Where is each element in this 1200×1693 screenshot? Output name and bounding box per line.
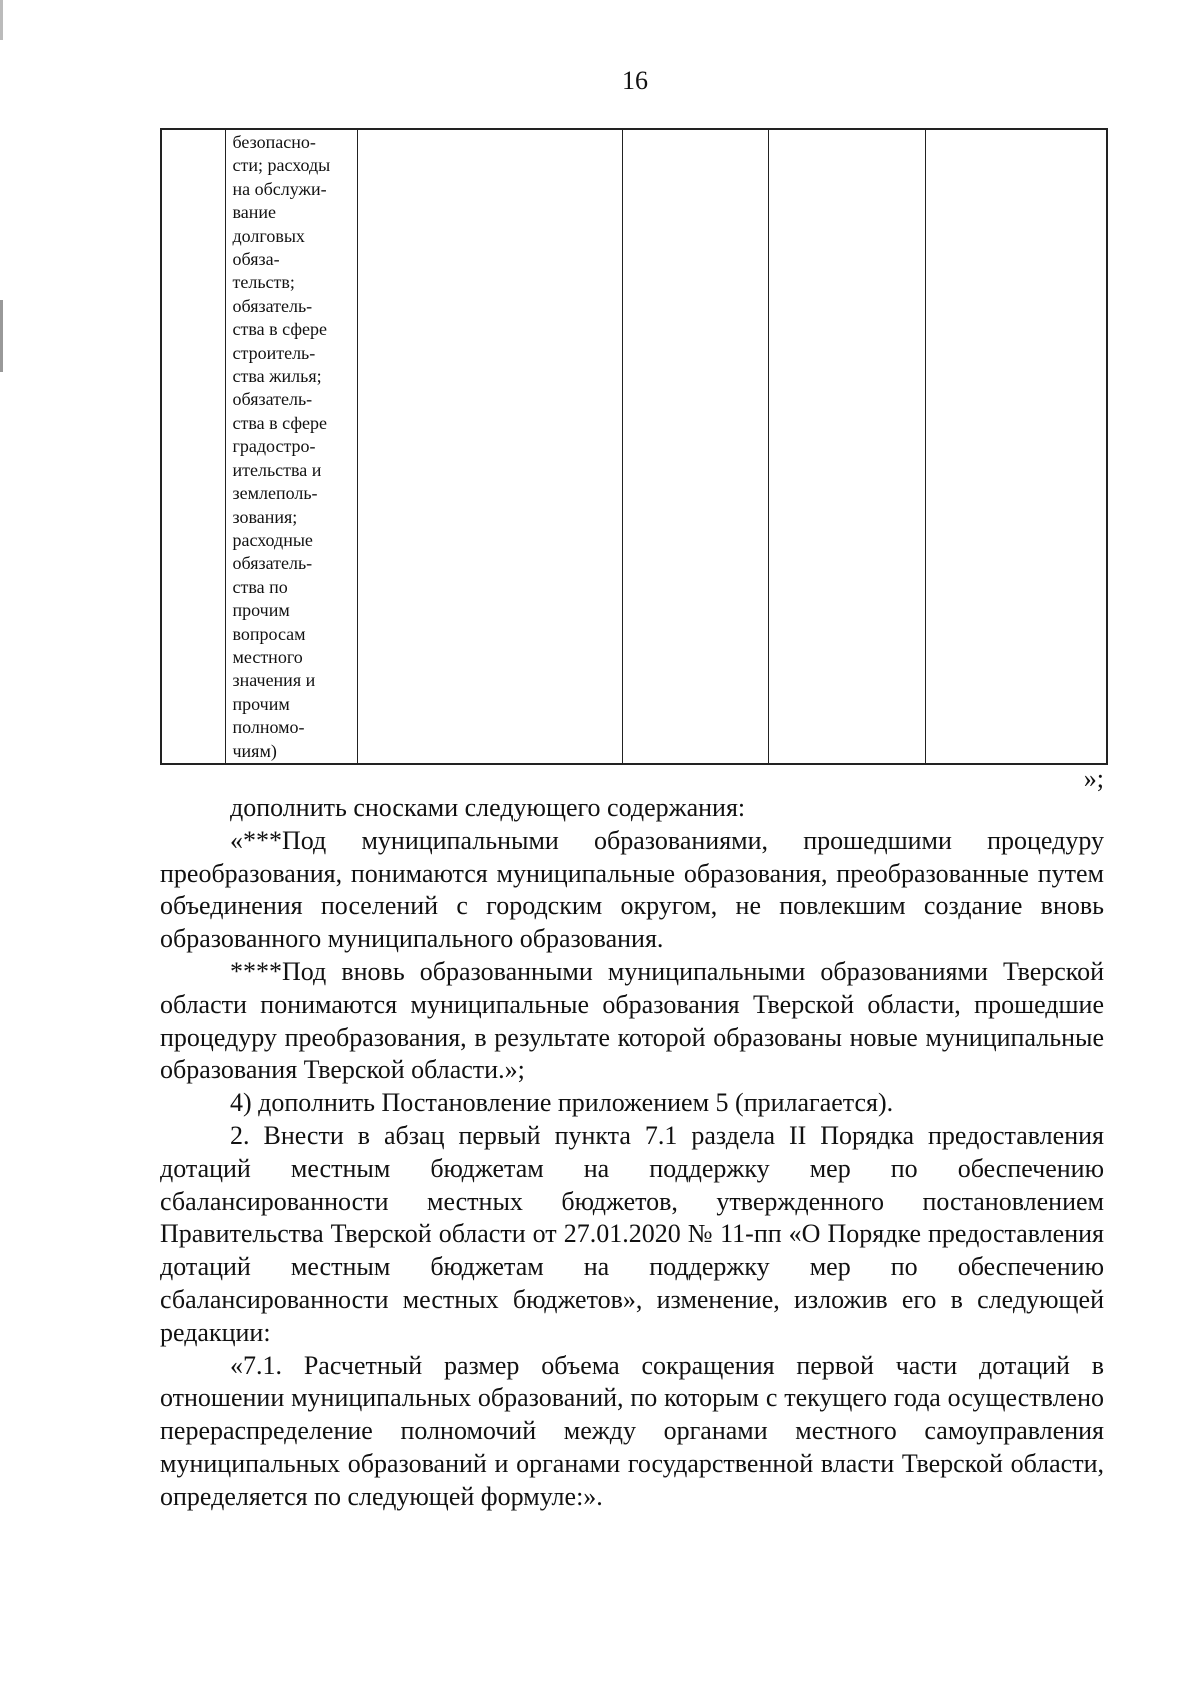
table-cell (925, 129, 1107, 764)
table-cell-line: прочим (232, 693, 290, 714)
table-cell-line: зования; (232, 506, 298, 527)
table-cell (357, 129, 622, 764)
table-cell-line: ства по (232, 576, 288, 597)
table-cell-line: ительства и (232, 459, 322, 480)
table-cell-line: расходные (232, 529, 313, 550)
scan-edge-mark (0, 0, 3, 372)
paragraph-item-2: 2. Внести в абзац первый пункта 7.1 раздела II Порядка предоставления дотаций местным бюджетам на поддержку мер по обеспечению сбалансированности местных бюджетов, утвержденного постановлением Правительства Тверской области от 27.01.2020 № 11-пп «О Порядке предоставления дотаций местным бюджетам на поддержку мер по обеспечению сбалансированности местных бюджетов», изменение, изложив его в следующей редакции: (160, 1120, 1104, 1347)
table-cell (768, 129, 925, 764)
table-cell-line: обязатель- (232, 295, 313, 316)
table-cell-line: ства в сфере (232, 412, 327, 433)
table-cell-expenses (225, 129, 357, 764)
table-cell-line: значения и (232, 670, 316, 691)
page-number: 16 (622, 66, 648, 95)
table-cell-line: ства жилья; (232, 366, 322, 387)
table-cell-number (161, 129, 225, 764)
table-cell-line: на обслужи- (232, 178, 327, 199)
table-cell-line: вопросам (232, 623, 306, 644)
table-cell-line: обяза- (232, 249, 280, 270)
table-cell-line: ства в сфере (232, 319, 327, 340)
table-cell-line: обязатель- (232, 553, 313, 574)
paragraph-footnote-intro: дополнить сносками следующего содержания: (230, 793, 746, 822)
document-body (160, 792, 1104, 1514)
paragraph-footnote-4: ****Под вновь образованными муниципальными образованиями Тверской области понимаются муниципальные образования Тверской области, прошедшие процедуру преобразования, в результате которой образованы новые муниципальные образования Тверской области.»; (160, 956, 1104, 1085)
table-cell-line: местного (232, 646, 303, 667)
table-fragment (160, 128, 1108, 765)
table-cell-line: строитель- (232, 342, 316, 363)
table-cell-line: сти; расходы (232, 155, 331, 176)
table-cell (622, 129, 768, 764)
table-cell-line: землеполь- (232, 483, 318, 504)
expenses-text (226, 130, 357, 763)
table-cell-line: тельств; (232, 272, 295, 293)
paragraph-footnote-3: «***Под муниципальными образованиями, прошедшими процедуру преобразования, понимаются муниципальные образования, преобразованные путем объединения поселений с городским округом, не повлекшим создание вновь образованного муниципального образования. (160, 825, 1104, 954)
closing-quote-mark: »; (1083, 764, 1104, 793)
table-cell-line: долговых (232, 225, 305, 246)
table-cell-line: чиям) (232, 740, 277, 761)
paragraph-clause-7-1: «7.1. Расчетный размер объема сокращения первой части дотаций в отношении муниципальных образований, по которым с текущего года осуществлено перераспределение полномочий между органами местного самоуправления муниципальных образований и органами государственной власти Тверской области, определяется по следующей формуле:». (160, 1350, 1104, 1511)
table-cell-line: вание (232, 202, 277, 223)
table-cell-line: прочим (232, 600, 290, 621)
table-cell-line: полномо- (232, 717, 305, 738)
table-cell-line: обязатель- (232, 389, 313, 410)
table-cell-line: градостро- (232, 436, 316, 457)
paragraph-item-4: 4) дополнить Постановление приложением 5 (прилагается). (230, 1088, 894, 1118)
table-row (161, 129, 1107, 764)
table-cell-line: безопасно- (232, 132, 316, 152)
